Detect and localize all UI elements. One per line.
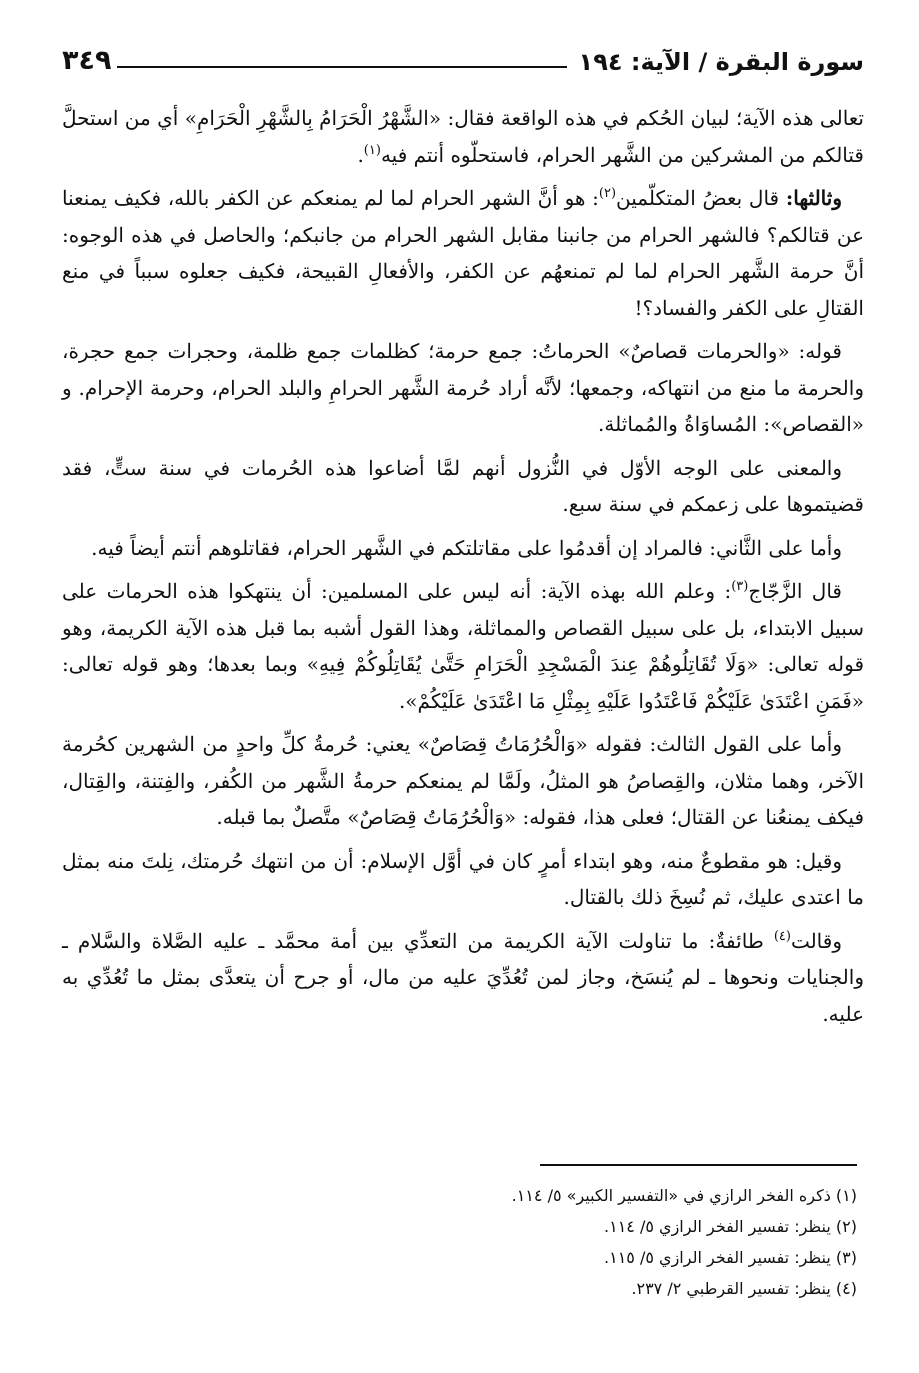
paragraph-text: وقالت [790, 928, 842, 953]
footnote-3: (٣) ينظر: تفسير الفخر الرازي ٥/ ١١٥. [604, 1248, 857, 1267]
paragraph-4 [62, 450, 864, 523]
main-text [62, 100, 864, 1032]
running-header [62, 30, 864, 74]
paragraph-text: وقيل: هو مقطوعٌ منه، وهو ابتداء أمرٍ كان في أوَّل الإسلام: أن من انتهك حُرمتك، نِلتَ منه بمثل ما اعتدى عليك، ثم نُسِخَ ذلك بالقتال. [62, 848, 864, 909]
footnote-ref-2: (٢) [598, 186, 617, 201]
paragraph-7 [62, 726, 864, 836]
page-number: ٣٤٩ [62, 45, 112, 76]
footnote-separator [540, 1164, 857, 1166]
footnote-2: (٢) ينظر: تفسير الفخر الرازي ٥/ ١١٤. [604, 1217, 857, 1236]
paragraph-5 [62, 530, 864, 567]
footnote-ref-3: (٣) [731, 579, 749, 594]
paragraph-text: وأما على الثَّاني: فالمراد إن أقدمُوا على مقاتلتكم في الشَّهر الحرام، فقاتلوهم أنتم أيضاً فيه. [91, 535, 842, 560]
paragraph-text: والمعنى على الوجه الأوّل في النُّزول أنهم لمَّا أضاعوا هذه الحُرمات في سنة ستٍّ، فقد قضيتموها على زعمكم في سنة سبع. [62, 455, 864, 516]
paragraph-text: قال الزَّجّاج [748, 579, 842, 603]
paragraph-1 [62, 100, 864, 173]
footnote-ref-4: (٤) [773, 928, 791, 944]
paragraph-3 [62, 333, 864, 443]
paragraph-tail: : وعلم الله بهذه الآية: أنه ليس على المسلمين: أن ينتهكوا هذه الحرمات على سبيل الابتداء، بل على سبيل القصاص والمماثلة، وهذا القول أشبه بما قبل هذه الآية الكريمة، وهو قوله تعالى: «وَلَا تُقَاتِلُوهُمْ عِندَ الْمَسْجِدِ الْحَرَامِ حَتَّىٰ يُقَاتِلُوكُمْ فِيهِ» وبما بعدها؛ وهو قوله تعالى: «فَمَنِ اعْتَدَىٰ عَلَيْكُمْ فَاعْتَدُوا عَلَيْهِ بِمِثْلِ مَا اعْتَدَىٰ عَلَيْكُمْ». [62, 579, 864, 713]
paragraph-tail: : هو أنَّ الشهر الحرام لما لم يمنعكم عن الكفر بالله، فكيف يمنعنا عن قتالكم؟ فالشهر الحرام من جانبنا مقابل الشهر الحرام من جانبكم؛ والحاصل في هذه الوجوه: أنَّ حرمة الشَّهر الحرام لما لم تمنعهُم عن الكفر، والأفعالِ القبيحة، فكيف جعلوه سبباً في منع القتالِ على الكفر والفساد؟! [62, 186, 865, 320]
header-rule [117, 66, 566, 68]
header-title: سورة البقرة / الآية: ١٩٤ [578, 48, 864, 76]
footnote-ref-1: (١) [363, 142, 381, 158]
paragraph-6 [62, 573, 864, 719]
paragraph-text: وأما على القول الثالث: فقوله «وَالْحُرُمَاتُ قِصَاصٌ» يعني: حُرمةُ كلِّ واحدٍ من الشهرين كحُرمة الآخر، وهما مثلان، والقِصاصُ هو المثلُ، ولَمَّا لم يمنعكم حرمةُ الشَّهر من الكُفر، والفِتنة، والقِتال، فيكف يمنعُنا عن القتال؛ فعلى هذا، فقوله: «وَالْحُرُمَاتُ قِصَاصٌ» متَّصلٌ بما قبله. [62, 732, 864, 829]
paragraph-9 [62, 923, 864, 1033]
footnotes [62, 1180, 857, 1304]
footnote-4: (٤) ينظر: تفسير القرطبي ٢/ ٢٣٧. [631, 1279, 857, 1298]
paragraph-lead: وثالثها: [785, 186, 842, 210]
paragraph-2 [62, 180, 864, 326]
paragraph-text: تعالى هذه الآية؛ لبيان الحُكم في هذه الواقعة فقال: «الشَّهْرُ الْحَرَامُ بِالشَّهْرِ الْحَرَامِ» أي من استحلَّ قتالكم من المشركين من الشَّهر الحرام، فاستحلّوه أنتم فيه [62, 106, 864, 167]
paragraph-8 [62, 843, 864, 916]
paragraph-text: قال بعضُ المتكلّمين [616, 186, 786, 210]
paragraph-text: قوله: «والحرمات قصاصٌ» الحرماتُ: جمع حرمة؛ كظلمات جمع ظلمة، وحجرات جمع حجرة، والحرمة ما منع من انتهاكه، وجمعها؛ لأنَّه أراد حُرمة الشَّهر الحرامِ والبلد الحرام، وحرمة الإحرام. و «القصاص»: المُساوَاةُ والمُماثلة. [62, 339, 864, 436]
paragraph-tail: . [357, 142, 364, 167]
footnote-1: (١) ذكره الفخر الرازي في «التفسير الكبير» ٥/ ١١٤. [511, 1186, 857, 1205]
paragraph-tail: طائفةٌ: ما تناولت الآية الكريمة من التعدِّي بين أمة محمَّد ـ عليه الصَّلاة والسَّلام ـ والجنايات ونحوها ـ لم يُنسَخ، وجاز لمن تُعُدِّيَ عليه من مال، أو جرح أن يتعدَّى بمثل ما تُعُدِّي به عليه. [62, 928, 864, 1026]
